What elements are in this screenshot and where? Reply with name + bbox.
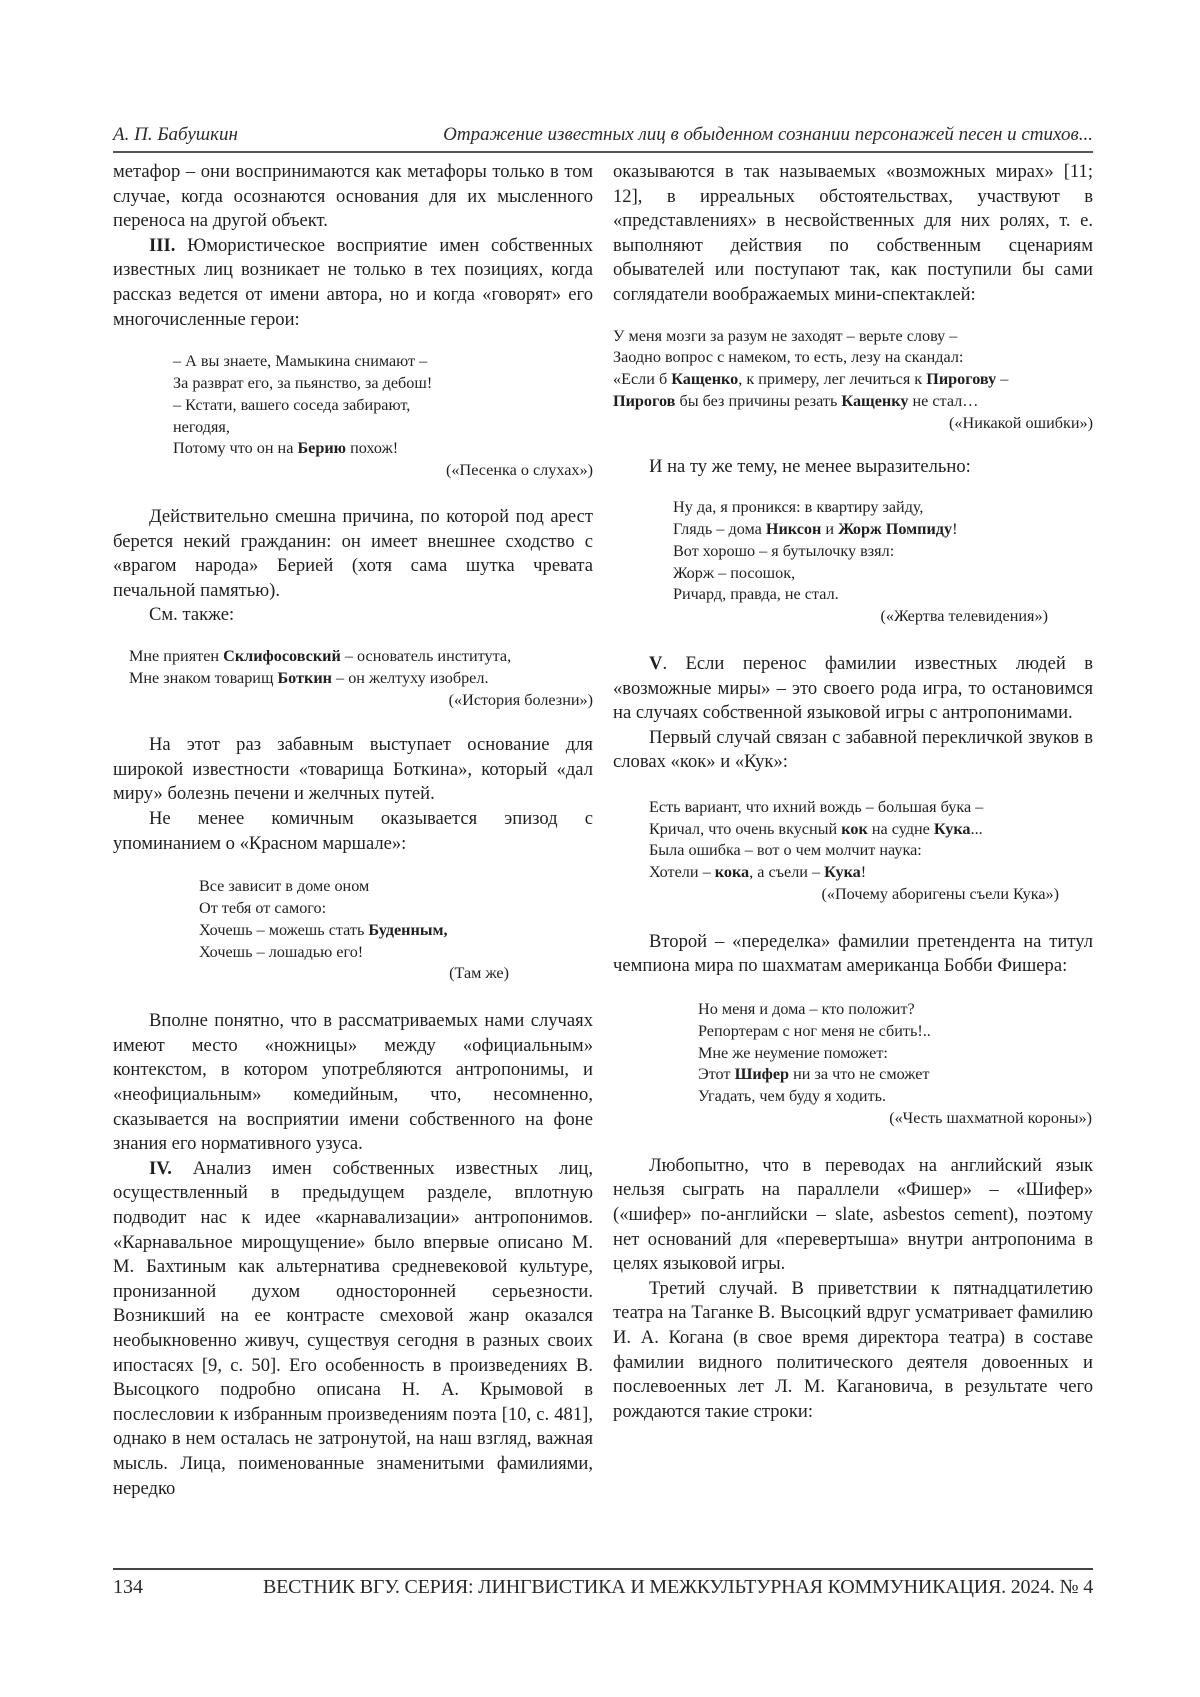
section-marker: V — [649, 652, 663, 674]
paragraph: Действительно смешна причина, по которой под арест берется некий гражданин: он имеет внешнее сходство с «врагом народа» Берией (хотя сама шутка чревата печальной памятью). — [113, 505, 593, 601]
verse-source: («Песенка о слухах») — [446, 461, 593, 480]
header-rule — [113, 151, 1093, 153]
verse-source: («Жертва телевидения») — [880, 607, 1048, 626]
running-header — [113, 118, 1093, 148]
header-author: А. П. Бабушкин — [113, 124, 238, 145]
paragraph: На этот раз забавным выступает основание для широкой известности «товарища Боткина», который «дал миру» болезнь печени и желчных путей. — [113, 734, 593, 805]
verse-quote: Ну да, я проникся: в квартиру зайду, Глядь – дома Никсон и Жорж Помпиду! Вот хорошо – я бутылочку взял: Жорж – посошок, Ричард, правда, не стал. («Жертва телевидения») — [613, 497, 1048, 628]
journal-title: ВЕСТНИК ВГУ. СЕРИЯ: ЛИНГВИСТИКА И МЕЖКУЛЬТУРНАЯ КОММУНИКАЦИЯ. 2024. № 4 — [262, 1576, 1093, 1598]
paragraph-section-iv: IV. Анализ имен собственных известных лиц, осуществленный в предыдущем разделе, вплотную подводит нас к идее «карнавализации» антропонимов. «Карнавальное мирощущение» было впервые описано М. М. Бахтиным как альтернатива средневековой культуре, пронизанной духом односторонней серьезности. Возникший на ее контрасте смеховой жанр оказался необыкновенно живуч, существуя сегодня в разных своих ипостасях [9, с. 50]. Его особенность в произведениях В. Высоцкого подробно описана Н. А. Крымовой в послесловии к избранным произведениям поэта [10, с. 481], однако в нем осталась не затронутой, на наш взгляд, важная мысль. Лица, поименованные знаменитыми фамилиями, нередко — [113, 1157, 593, 1499]
verse-source: («История болезни») — [448, 690, 593, 709]
paragraph: оказываются в так называемых «возможных мирах» [11; 12], в ирреальных обстоятельствах, участвуют в «представлениях» в несвойственных для них ролях, т. е. выполняют действия по собственным сценариям обывателей или поступают так, как поступили бы сами соглядатели воображаемых мини-спектаклей: — [613, 161, 1093, 305]
paragraph: Любопытно, что в переводах на английский язык нельзя сыграть на параллели «Фишер» – «Шифер» («шифер» по-английски – slate, asbestos cement), поэтому нет оснований для «перевертыша» внутри антропонима в целях языковой игры. — [613, 1154, 1093, 1275]
section-marker: III. — [149, 234, 176, 256]
paragraph: Не менее комичным оказывается эпизод с упоминанием о «Красном маршале»: — [113, 808, 593, 854]
verse-quote: – А вы знаете, Мамыкина снимают – За разврат его, за пьянство, за дебош! – Кстати, вашего соседа забирают, негодяя, Потому что он на Берию похож! («Песенка о слухах») — [113, 351, 593, 482]
verse-quote: Мне приятен Склифосовский – основатель института, Мне знаком товарищ Боткин – он желтуху изобрел. («История болезни») — [113, 646, 593, 711]
paragraph: Второй – «переделка» фамилии претендента на титул чемпиона мира по шахматам американца Бобби Фишера: — [613, 930, 1093, 977]
paragraph-section-v: V. Если перенос фамилии известных людей в «возможные миры» – это своего рода игра, то остановимся на случаях собственной языковой игры с антропонимами. — [613, 652, 1093, 724]
footer-rule — [113, 1568, 1093, 1570]
paragraph: Третий случай. В приветствии к пятнадцатилетию театра на Таганке В. Высоцкий вдруг усматривает фамилию И. А. Когана (в свое время директора театра) в составе фамилии видного политического деятеля довоенных и послевоенных лет Л. М. Кагановича, в результате чего рождаются такие строки: — [613, 1277, 1093, 1422]
verse-quote: У меня мозги за разум не заходят – верьте слову – Заодно вопрос с намеком, то есть, лезу на скандал: «Если б Кащенко, к примеру, лег лечиться к Пирогову – Пирогов бы без причины резать Кащенку не стал… («Никакой ошибки») — [613, 326, 1093, 435]
verse-quote: Но меня и дома – кто положит? Репортерам с ног меня не сбить!.. Мне же неумение поможет: Этот Шифер ни за что не сможет Угадать, чем буду я ходить. («Честь шахматной короны») — [613, 999, 1092, 1130]
header-running-title: Отражение известных лиц в обыденном сознании персонажей песен и стихов... — [443, 124, 1093, 145]
left-column — [113, 160, 593, 1501]
verse-source: (Там же) — [449, 964, 509, 983]
paragraph: И на ту же тему, не менее выразительно: — [649, 455, 971, 477]
verse-source: («Честь шахматной короны») — [889, 1109, 1092, 1128]
section-marker: IV. — [149, 1157, 172, 1179]
verse-source: («Никакой ошибки») — [949, 413, 1093, 432]
page-number: 134 — [113, 1576, 143, 1598]
right-column — [613, 160, 1093, 1424]
verse-quote: Все зависит в доме оном От тебя от самого: Хочешь – можешь стать Буденным, Хочешь – лошадью его! (Там же) — [113, 876, 509, 985]
paragraph: См. также: — [149, 604, 235, 626]
verse-source: («Почему аборигены съели Кука») — [821, 885, 1059, 904]
paragraph: Вполне понятно, что в рассматриваемых нами случаях имеют место «ножницы» между «официальным» контекстом, в котором употребляются антропонимы, и «неофициальным» комедийным, что, несомненно, сказывается на восприятии имени собственного на фоне знания его нормативного узуса. — [113, 1010, 593, 1155]
verse-quote: Есть вариант, что ихний вождь – большая бука – Кричал, что очень вкусный кок на судне Кука... Была ошибка – вот о чем молчит наука: Хотели – кока, а съели – Кука! («Почему аборигены съели Кука») — [613, 797, 1059, 906]
paragraph-section-iii: III. Юмористическое восприятие имен собственных известных лиц возникает не только в тех позициях, когда рассказ ведется от имени автора, но и когда «говорят» его многочисленные герои: — [113, 234, 593, 330]
paragraph: метафор – они воспринимаются как метафоры только в том случае, когда осознаются основания для их мысленного переноса на другой объект. — [113, 161, 593, 232]
paragraph: Первый случай связан с забавной перекличкой звуков в словах «кок» и «Кук»: — [613, 726, 1093, 773]
